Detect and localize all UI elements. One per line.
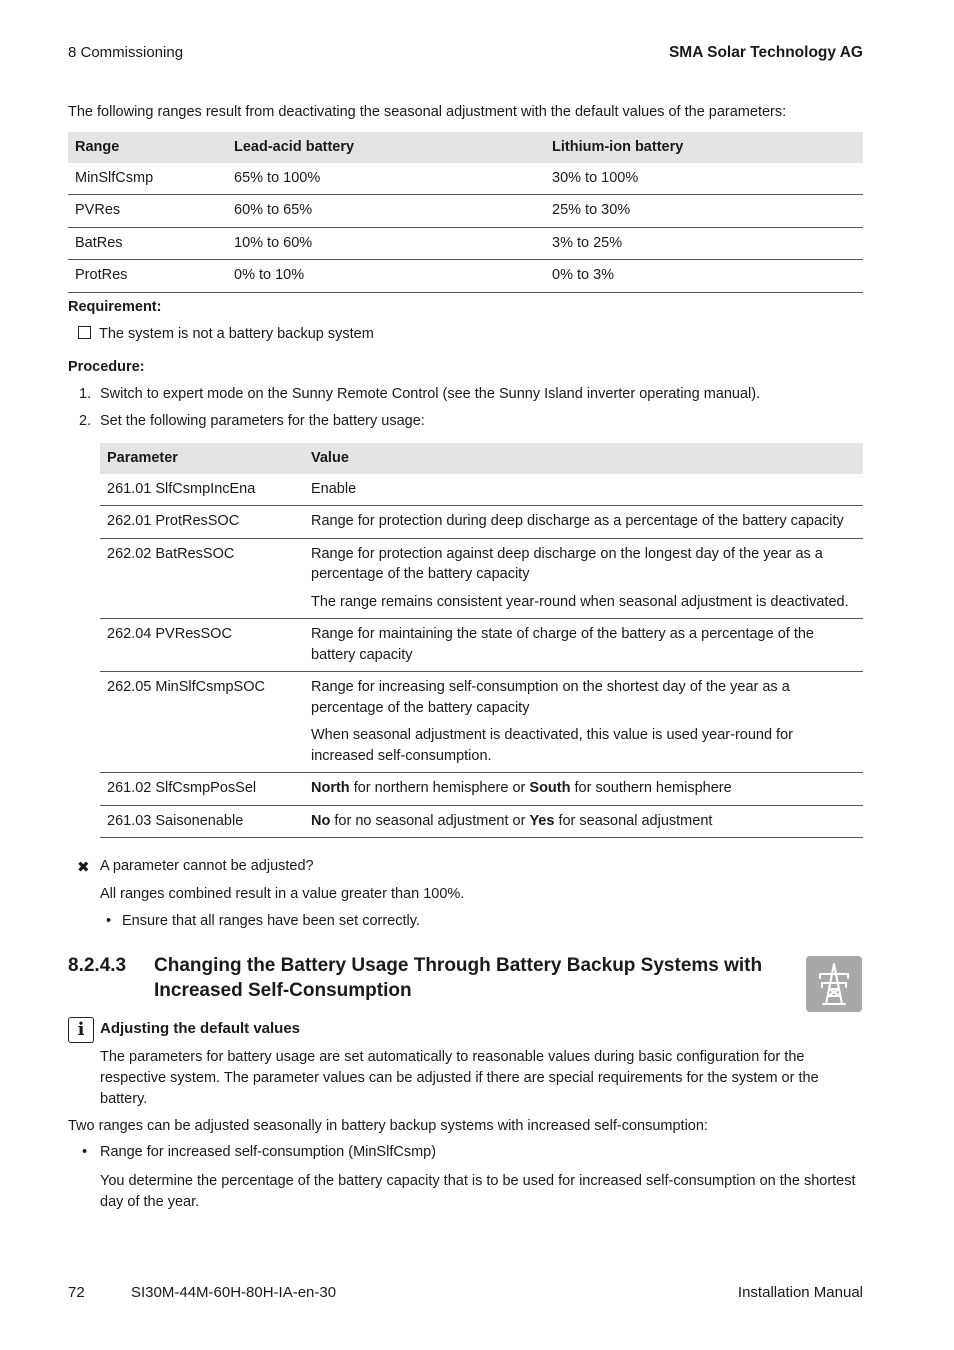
parameter-name: 262.04 PVResSOC — [107, 626, 232, 642]
column-header: Parameter — [100, 443, 304, 474]
table-row — [68, 227, 863, 260]
parameter-name: 261.02 SlfCsmpPosSel — [107, 780, 257, 796]
section-number: 8.2.4.3 — [68, 955, 127, 976]
table-cell: ProtRes — [75, 267, 128, 283]
column-header: Range — [68, 132, 227, 163]
column-header: Value — [304, 443, 863, 474]
table-row — [100, 773, 863, 806]
option-yes: Yes — [529, 812, 555, 829]
transmission-tower-icon — [806, 956, 862, 1012]
table-cell: MinSlfCsmp — [75, 169, 154, 186]
option-south: South — [529, 780, 571, 796]
table-row — [100, 506, 863, 539]
error-cross-icon: ✖ — [77, 859, 90, 876]
table-header-row — [68, 132, 863, 163]
option-no: No — [311, 812, 331, 829]
table-row — [100, 538, 863, 619]
table-row — [68, 163, 863, 195]
column-header: Lead-acid battery — [227, 132, 545, 163]
table-cell: 10% to 60% — [234, 234, 313, 251]
step-text: Switch to expert mode on the Sunny Remote Control (see the Sunny Island inverter operating manual). — [100, 386, 761, 402]
parameter-value: Range for increasing self-consumption on the shortest day of the year as a percentage of the battery capacity — [311, 679, 790, 716]
document-type: Installation Manual — [737, 1284, 863, 1301]
table-row — [100, 672, 863, 773]
table-cell: 0% to 10% — [234, 267, 305, 283]
company-header: SMA Solar Technology AG — [668, 44, 863, 61]
table-cell: 30% to 100% — [552, 169, 639, 186]
requirement-label: Requirement: — [68, 299, 162, 315]
bullet-description: You determine the percentage of the battery capacity that is to be used for increased self-consumption on the shortest day of the year. — [100, 1173, 856, 1210]
value-text: for no seasonal adjustment or — [330, 812, 530, 829]
parameter-value: Range for protection during deep discharge as a percentage of the battery capacity — [311, 513, 844, 529]
step-number: 1. — [79, 386, 92, 402]
table-cell: 3% to 25% — [552, 234, 623, 251]
parameter-name: 262.01 ProtResSOC — [107, 513, 240, 529]
parameter-value-cell — [304, 538, 863, 619]
parameter-name: 262.05 MinSlfCsmpSOC — [107, 679, 265, 695]
value-text: for seasonal adjustment — [554, 812, 713, 829]
table-cell: 25% to 30% — [552, 202, 631, 218]
table-row — [100, 805, 863, 838]
option-north: North — [311, 780, 350, 796]
parameter-name: 262.02 BatResSOC — [107, 545, 235, 562]
parameter-name: 261.01 SlfCsmpIncEna — [107, 480, 256, 497]
parameter-note: When seasonal adjustment is deactivated, this value is used year-round for increased self-consumption. — [311, 727, 793, 764]
table-cell: 0% to 3% — [552, 267, 615, 283]
column-header: Lithium-ion battery — [545, 132, 863, 163]
parameters-table — [100, 443, 863, 838]
bullet-icon: • — [106, 913, 112, 929]
requirement-item — [78, 326, 374, 342]
parameter-value: Range for protection against deep discharge on the longest day of the year as a percentage of the battery capacity — [311, 545, 823, 582]
info-icon: i — [68, 1017, 94, 1043]
parameter-value-cell — [304, 773, 863, 806]
parameter-value-cell — [304, 672, 863, 773]
parameter-name: 261.03 Saisonenable — [107, 812, 244, 829]
chapter-header: 8 Commissioning — [68, 44, 184, 61]
requirement-text: The system is not a battery backup system — [99, 326, 374, 342]
parameter-note: The range remains consistent year-round when seasonal adjustment is deactivated. — [311, 593, 849, 610]
bullet-item: Range for increased self-consumption (MinSlfCsmp) — [100, 1144, 437, 1160]
step-number: 2. — [79, 413, 92, 429]
info-text: The parameters for battery usage are set automatically to reasonable values during basic configuration for the respective system. The parameter values can be adjusted if there are special requirements for the system or the battery. — [100, 1049, 819, 1107]
parameter-value: Range for maintaining the state of charge of the battery as a percentage of the battery capacity — [311, 626, 814, 663]
troubleshoot-question: A parameter cannot be adjusted? — [100, 858, 314, 874]
section-title: Changing the Battery Usage Through Battery Backup Systems with Increased Self-Consumption — [154, 955, 763, 1001]
ranges-table — [68, 132, 863, 293]
step-text: Set the following parameters for the battery usage: — [100, 413, 425, 429]
procedure-label: Procedure: — [68, 359, 145, 375]
value-text: for northern hemisphere or — [349, 780, 530, 796]
info-title: Adjusting the default values — [100, 1020, 301, 1037]
table-cell: BatRes — [75, 234, 123, 251]
intro-text: The following ranges result from deactivating the seasonal adjustment with the default values of the parameters: — [68, 104, 787, 120]
troubleshoot-cause: All ranges combined result in a value greater than 100%. — [100, 886, 465, 902]
parameter-value-cell — [304, 805, 863, 838]
table-row — [100, 619, 863, 672]
parameter-value: Enable — [311, 480, 357, 497]
table-row — [68, 195, 863, 228]
table-header-row — [100, 443, 863, 474]
checkbox-icon — [78, 326, 91, 339]
table-row — [68, 260, 863, 293]
seasonal-intro-text: Two ranges can be adjusted seasonally in battery backup systems with increased self-consumption: — [68, 1118, 708, 1134]
value-text: for southern hemisphere — [570, 780, 732, 796]
document-id: SI30M-44M-60H-80H-IA-en-30 — [131, 1284, 337, 1301]
table-cell: PVRes — [75, 202, 121, 218]
table-cell: 65% to 100% — [234, 169, 321, 186]
table-cell: 60% to 65% — [234, 202, 313, 218]
bullet-icon: • — [82, 1144, 88, 1160]
page-number: 72 — [68, 1284, 85, 1301]
table-row — [100, 474, 863, 506]
troubleshoot-fix: Ensure that all ranges have been set correctly. — [122, 913, 420, 929]
